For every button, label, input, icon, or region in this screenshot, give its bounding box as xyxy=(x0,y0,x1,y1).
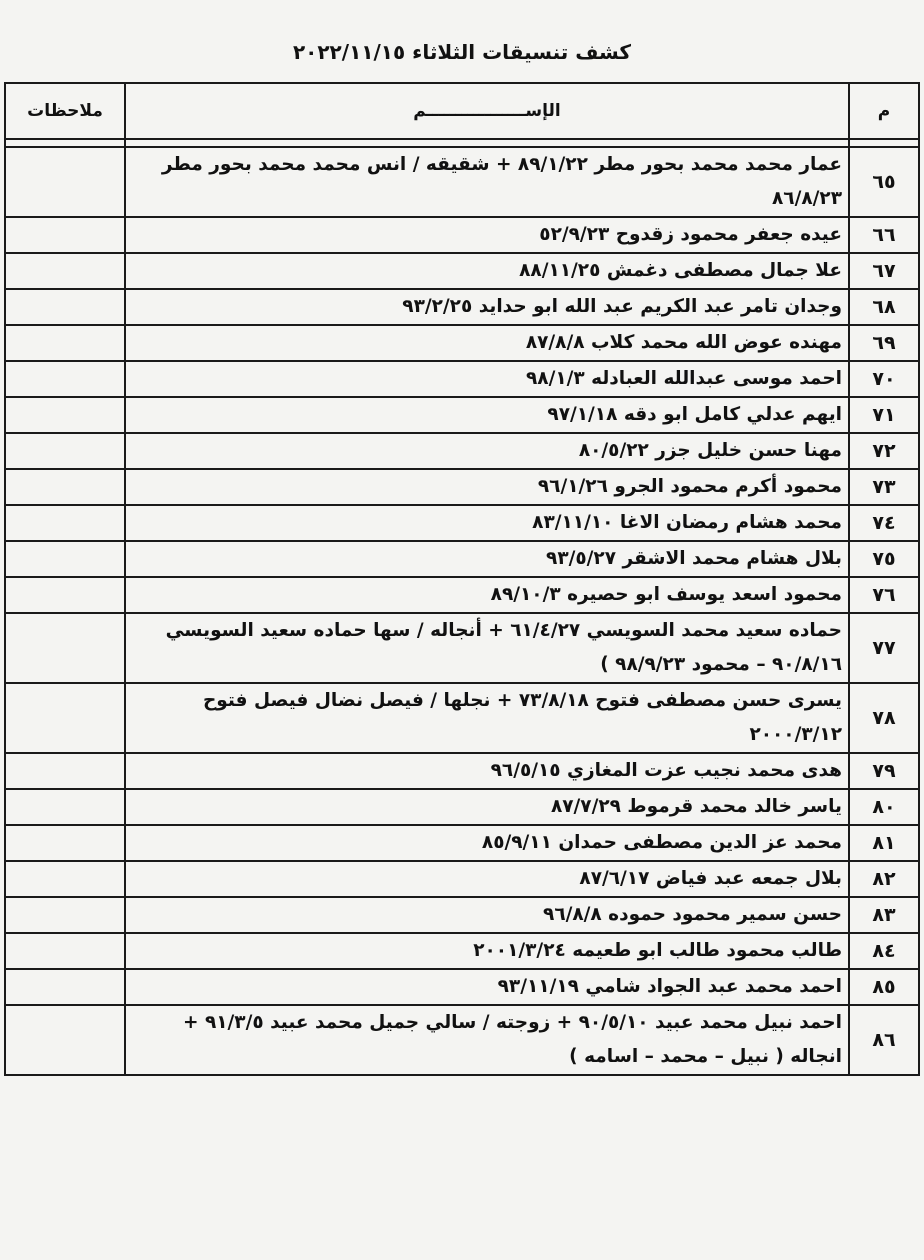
row-name-details: احمد موسى عبدالله العبادله ٩٨/١/٣ xyxy=(125,361,849,397)
row-name-details: وجدان تامر عبد الكريم عبد الله ابو حدايد ٩٣/٢/٢٥ xyxy=(125,289,849,325)
row-number: ٧٩ xyxy=(849,753,919,789)
row-notes xyxy=(5,217,125,253)
row-number: ٧٧ xyxy=(849,613,919,683)
row-name-details: عمار محمد محمد بحور مطر ٨٩/١/٢٢ + شقيقه / انس محمد محمد بحور مطر ٨٦/٨/٢٣ xyxy=(125,147,849,217)
row-number: ٧٠ xyxy=(849,361,919,397)
row-number: ٧٣ xyxy=(849,469,919,505)
row-notes xyxy=(5,397,125,433)
row-notes xyxy=(5,469,125,505)
row-notes xyxy=(5,361,125,397)
table-row xyxy=(5,505,919,541)
column-header-name: الإســـــــــــــــــم xyxy=(125,83,849,139)
row-notes xyxy=(5,933,125,969)
table-row xyxy=(5,933,919,969)
row-notes xyxy=(5,861,125,897)
row-notes xyxy=(5,1005,125,1075)
row-notes xyxy=(5,825,125,861)
page-title: كشف تنسيقات الثلاثاء ٢٠٢٢/١١/١٥ xyxy=(292,40,632,64)
row-number: ٨٥ xyxy=(849,969,919,1005)
table-row xyxy=(5,361,919,397)
row-name-details: محمد هشام رمضان الاغا ٨٣/١١/١٠ xyxy=(125,505,849,541)
row-number: ٦٩ xyxy=(849,325,919,361)
row-number: ٧٦ xyxy=(849,577,919,613)
table-row xyxy=(5,577,919,613)
row-number: ٧١ xyxy=(849,397,919,433)
table-row xyxy=(5,325,919,361)
row-number: ٧٢ xyxy=(849,433,919,469)
table-row xyxy=(5,683,919,753)
row-notes xyxy=(5,253,125,289)
row-number: ٨٠ xyxy=(849,789,919,825)
row-name-details: مهنا حسن خليل جزر ٨٠/٥/٢٢ xyxy=(125,433,849,469)
row-name-details: عيده جعفر محمود زقدوح ٥٢/٩/٢٣ xyxy=(125,217,849,253)
row-notes xyxy=(5,753,125,789)
row-number: ٧٥ xyxy=(849,541,919,577)
row-number: ٧٤ xyxy=(849,505,919,541)
row-name-details: احمد نبيل محمد عبيد ٩٠/٥/١٠ + زوجته / سالي جميل محمد عبيد ٩١/٣/٥ + انجاله ( نبيل – محمد – اسامه ) xyxy=(125,1005,849,1075)
row-number: ٨٦ xyxy=(849,1005,919,1075)
table-row xyxy=(5,969,919,1005)
row-name-details: ايهم عدلي كامل ابو دقه ٩٧/١/١٨ xyxy=(125,397,849,433)
row-number: ٧٨ xyxy=(849,683,919,753)
table-row xyxy=(5,397,919,433)
table-row xyxy=(5,289,919,325)
row-name-details: علا جمال مصطفى دغمش ٨٨/١١/٢٥ xyxy=(125,253,849,289)
row-notes xyxy=(5,147,125,217)
table-row xyxy=(5,433,919,469)
row-name-details: بلال هشام محمد الاشقر ٩٣/٥/٢٧ xyxy=(125,541,849,577)
row-name-details: هدى محمد نجيب عزت المغازي ٩٦/٥/١٥ xyxy=(125,753,849,789)
row-notes xyxy=(5,577,125,613)
table-row xyxy=(5,825,919,861)
row-notes xyxy=(5,683,125,753)
row-name-details: احمد محمد عبد الجواد شامي ٩٣/١١/١٩ xyxy=(125,969,849,1005)
table-header-row xyxy=(5,83,919,139)
table-row xyxy=(5,147,919,217)
row-name-details: حسن سمير محمود حموده ٩٦/٨/٨ xyxy=(125,897,849,933)
row-notes xyxy=(5,433,125,469)
row-notes xyxy=(5,541,125,577)
table-row xyxy=(5,753,919,789)
row-name-details: مهنده عوض الله محمد كلاب ٨٧/٨/٨ xyxy=(125,325,849,361)
row-name-details: حماده سعيد محمد السويسي ٦١/٤/٢٧ + أنجاله / سها حماده سعيد السويسي ٩٠/٨/١٦ – محمود ٩٨/٩/٢٣ ) xyxy=(125,613,849,683)
table-row xyxy=(5,253,919,289)
coordination-table xyxy=(4,82,920,1076)
table-row xyxy=(5,613,919,683)
row-name-details: محمود اسعد يوسف ابو حصيره ٨٩/١٠/٣ xyxy=(125,577,849,613)
table-row xyxy=(5,1005,919,1075)
row-notes xyxy=(5,897,125,933)
table-row xyxy=(5,469,919,505)
table-row xyxy=(5,897,919,933)
row-number: ٦٥ xyxy=(849,147,919,217)
row-name-details: محمد عز الدين مصطفى حمدان ٨٥/٩/١١ xyxy=(125,825,849,861)
row-number: ٦٦ xyxy=(849,217,919,253)
row-name-details: محمود أكرم محمود الجرو ٩٦/١/٢٦ xyxy=(125,469,849,505)
row-name-details: طالب محمود طالب ابو طعيمه ٢٠٠١/٣/٢٤ xyxy=(125,933,849,969)
column-header-notes: ملاحظات xyxy=(5,83,125,139)
row-number: ٨٤ xyxy=(849,933,919,969)
row-notes xyxy=(5,969,125,1005)
header-separator-row xyxy=(5,139,919,147)
row-number: ٨١ xyxy=(849,825,919,861)
table-row xyxy=(5,217,919,253)
row-notes xyxy=(5,789,125,825)
row-number: ٦٨ xyxy=(849,289,919,325)
row-name-details: بلال جمعه عبد فياض ٨٧/٦/١٧ xyxy=(125,861,849,897)
row-notes xyxy=(5,325,125,361)
row-number: ٨٢ xyxy=(849,861,919,897)
table-row xyxy=(5,541,919,577)
row-name-details: ياسر خالد محمد قرموط ٨٧/٧/٢٩ xyxy=(125,789,849,825)
column-header-number: م xyxy=(849,83,919,139)
row-notes xyxy=(5,289,125,325)
table-row xyxy=(5,789,919,825)
row-notes xyxy=(5,505,125,541)
table-row xyxy=(5,861,919,897)
row-name-details: يسرى حسن مصطفى فتوح ٧٣/٨/١٨ + نجلها / فيصل نضال فيصل فتوح ٢٠٠٠/٣/١٢ xyxy=(125,683,849,753)
row-number: ٨٣ xyxy=(849,897,919,933)
row-number: ٦٧ xyxy=(849,253,919,289)
row-notes xyxy=(5,613,125,683)
